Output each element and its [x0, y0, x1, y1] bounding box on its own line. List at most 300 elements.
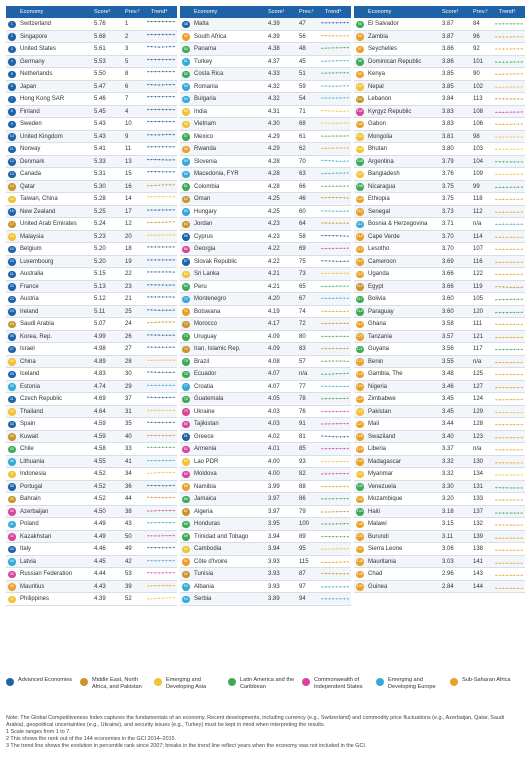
economy-name: Qatar — [20, 183, 36, 190]
prev-rank: 13 — [125, 158, 132, 165]
rank-badge: 129 — [356, 446, 364, 454]
economy-name: Haiti — [368, 508, 381, 515]
economy-name: Netherlands — [20, 71, 53, 77]
score-value: 4.83 — [94, 371, 106, 377]
trend-sparkline — [321, 158, 349, 166]
score-value: 4.09 — [268, 346, 280, 352]
trend-point — [347, 385, 348, 386]
rank-badge: 111 — [356, 221, 364, 229]
rank-badge: 12 — [8, 158, 16, 166]
table-row — [6, 593, 177, 606]
score-value: 3.32 — [442, 458, 454, 465]
trend-point — [173, 321, 174, 322]
trend-sparkline — [147, 370, 175, 378]
trend-point — [173, 58, 174, 59]
score-value: 5.53 — [94, 58, 106, 65]
rank-badge: 67 — [182, 258, 190, 266]
score-value: 3.66 — [442, 271, 454, 277]
economy-name: Bangladesh — [368, 171, 400, 177]
trend-sparkline — [495, 208, 523, 216]
trend-sparkline — [495, 520, 523, 528]
trend-point — [173, 184, 174, 185]
prev-rank: 65 — [299, 283, 306, 290]
economy-name: Macedonia, FYR — [194, 171, 239, 177]
rank-badge: 140 — [356, 583, 364, 591]
prev-rank: 107 — [473, 246, 484, 252]
economy-name: Czech Republic — [20, 396, 63, 402]
trend-point — [347, 360, 348, 361]
score-value: 3.97 — [268, 508, 280, 515]
trend-sparkline — [495, 233, 523, 241]
trend-point — [521, 286, 522, 287]
header-economy: Economy — [194, 9, 218, 15]
score-value: 4.50 — [94, 508, 106, 515]
economy-name: Bahrain — [20, 496, 41, 502]
prev-rank: 124 — [473, 396, 484, 402]
prev-rank: 29 — [125, 383, 132, 390]
table-row — [180, 231, 351, 244]
note-1: 1 Scale ranges from 1 to 7. — [6, 729, 71, 735]
trend-point — [521, 550, 522, 551]
rank-badge: 100 — [356, 83, 364, 91]
table-row — [354, 518, 525, 531]
rank-badge: 124 — [356, 383, 364, 391]
economy-name: Namibia — [194, 483, 217, 490]
prev-rank: 90 — [473, 71, 480, 77]
rank-badge: 23 — [8, 296, 16, 304]
trend-point — [521, 512, 522, 513]
trend-sparkline — [147, 120, 175, 128]
trend-sparkline — [495, 295, 523, 303]
legend-swatch — [228, 678, 236, 686]
economy-name: Sweden — [20, 121, 42, 127]
score-value: 5.50 — [94, 71, 106, 77]
score-value: 3.87 — [442, 21, 454, 27]
economy-name: Dominican Republic — [368, 58, 422, 65]
rank-badge: 14 — [8, 183, 16, 191]
table-row — [6, 431, 177, 444]
trend-sparkline — [147, 158, 175, 166]
economy-name: Zimbabwe — [368, 396, 396, 402]
economy-name: Korea, Rep. — [20, 333, 53, 340]
prev-rank: 108 — [473, 108, 484, 115]
score-value: 4.39 — [268, 33, 280, 40]
rank-badge: 137 — [356, 546, 364, 554]
trend-point — [521, 236, 522, 237]
score-value: 3.44 — [442, 421, 454, 427]
table-row — [180, 506, 351, 519]
table-row — [180, 331, 351, 344]
rank-badge: 32 — [8, 408, 16, 416]
score-value: 3.71 — [442, 221, 454, 227]
trend-sparkline — [321, 145, 349, 153]
prev-rank: 138 — [473, 546, 484, 552]
trend-point — [347, 272, 348, 273]
trend-point — [347, 35, 348, 36]
trend-sparkline — [495, 158, 523, 166]
economy-name: Ethiopia — [368, 196, 390, 202]
trend-sparkline — [495, 458, 523, 466]
trend-sparkline — [495, 408, 523, 416]
rank-badge: 53 — [182, 83, 190, 91]
prev-rank: 121 — [473, 333, 484, 340]
prev-rank: 78 — [299, 396, 306, 402]
prev-rank: 101 — [473, 58, 484, 65]
score-value: 4.32 — [268, 96, 280, 102]
table-row — [6, 456, 177, 469]
score-value: 3.93 — [268, 558, 280, 565]
rank-badge: 120 — [356, 333, 364, 341]
trend-point — [521, 198, 522, 199]
score-value: 3.73 — [442, 208, 454, 215]
trend-sparkline — [147, 508, 175, 516]
rank-badge: 102 — [356, 108, 364, 116]
economy-name: Slovak Republic — [194, 258, 238, 265]
score-value: 3.75 — [442, 183, 454, 190]
trend-sparkline — [495, 270, 523, 278]
rank-badge: 95 — [356, 21, 364, 29]
trend-point — [347, 473, 348, 474]
score-value: 3.70 — [442, 233, 454, 240]
table-row — [354, 493, 525, 506]
table-row — [6, 406, 177, 419]
economy-name: United Arab Emirates — [20, 221, 77, 227]
rank-badge: 30 — [8, 383, 16, 391]
table-row — [6, 18, 177, 31]
score-value: 4.08 — [268, 358, 280, 365]
table-row — [6, 581, 177, 594]
score-value: 5.11 — [94, 308, 106, 315]
economy-name: Lesotho — [368, 246, 390, 252]
prev-rank: 92 — [473, 46, 480, 52]
economy-name: Bosnia & Herzegovina — [368, 221, 428, 227]
trend-point — [521, 487, 522, 488]
trend-point — [521, 324, 522, 325]
legend-label: Emerging and Developing Europe — [388, 677, 436, 690]
economy-name: Saudi Arabia — [20, 321, 55, 327]
trend-sparkline — [321, 545, 349, 553]
score-value: 4.01 — [268, 446, 280, 452]
trend-point — [173, 109, 174, 110]
rank-badge: 26 — [8, 333, 16, 341]
trend-point — [347, 323, 348, 324]
score-value: 5.20 — [94, 258, 106, 265]
score-value: 3.37 — [442, 446, 454, 452]
economy-name: Israel — [20, 346, 35, 352]
trend-point — [173, 21, 174, 22]
table-row — [180, 543, 351, 556]
rank-badge: 109 — [356, 196, 364, 204]
trend-sparkline — [321, 558, 349, 566]
economy-name: Zambia — [368, 33, 389, 40]
rank-badge: 46 — [8, 583, 16, 591]
table-row — [6, 81, 177, 94]
rank-badge: 130 — [356, 458, 364, 466]
table-row — [6, 131, 177, 144]
trend-point — [347, 135, 348, 136]
score-value: 3.45 — [442, 396, 454, 402]
trend-point — [521, 86, 522, 87]
table-row — [6, 118, 177, 131]
score-value: 4.43 — [94, 583, 106, 590]
economy-name: Burundi — [368, 533, 389, 540]
table-row — [354, 68, 525, 81]
trend-point — [173, 547, 174, 548]
prev-rank: 14 — [125, 196, 132, 202]
trend-sparkline — [147, 33, 175, 41]
prev-rank: 30 — [125, 371, 132, 377]
prev-rank: 80 — [299, 333, 306, 340]
economy-name: Taiwan, China — [20, 196, 58, 202]
table-row — [180, 343, 351, 356]
trend-sparkline — [321, 245, 349, 253]
prev-rank: 87 — [299, 571, 306, 577]
trend-point — [173, 221, 174, 222]
score-value: 5.47 — [94, 83, 106, 90]
trend-point — [521, 412, 522, 413]
score-value: 4.29 — [268, 146, 280, 152]
economy-name: Austria — [20, 296, 39, 302]
rank-badge: 6 — [8, 83, 16, 91]
prev-rank: 118 — [473, 196, 483, 202]
trend-sparkline — [321, 20, 349, 28]
trend-sparkline — [147, 458, 175, 466]
score-value: 4.28 — [268, 171, 280, 177]
table-row — [6, 218, 177, 231]
score-value: 3.99 — [268, 483, 280, 490]
score-value: 4.20 — [268, 296, 280, 302]
economy-name: Mongolia — [368, 133, 393, 140]
table-row — [354, 443, 525, 456]
trend-sparkline — [147, 258, 175, 266]
trend-sparkline — [147, 308, 175, 316]
economy-name: Jordan — [194, 221, 213, 227]
prev-rank: 67 — [299, 296, 306, 302]
trend-point — [173, 347, 174, 348]
score-value: 4.33 — [268, 71, 280, 77]
rank-badge: 33 — [8, 421, 16, 429]
trend-sparkline — [147, 583, 175, 591]
score-value: 5.61 — [94, 46, 106, 52]
note-main: Note: The Global Competitiveness Index captures the fundamentals of an economy. Recent developments, including currency (e.g., Switzerland) and commodity price fluctuations (e.g., Azerbaijan, Qatar, Saudi Arabia), geopolitical uncertainties (e.g., Ukraine), and security issues (e.g., Turkey) must be kept in mind when interpreting the results. — [6, 715, 505, 728]
prev-rank: 39 — [125, 583, 132, 590]
rank-badge: 58 — [182, 146, 190, 154]
table-row — [6, 43, 177, 56]
table-row — [354, 243, 525, 256]
header-trend: Trend³ — [499, 9, 516, 15]
trend-sparkline — [321, 433, 349, 441]
prev-rank: 48 — [299, 46, 306, 52]
economy-name: Poland — [20, 521, 39, 527]
economy-name: Iran, Islamic Rep. — [194, 346, 241, 352]
prev-rank: 96 — [473, 33, 480, 40]
trend-sparkline — [321, 333, 349, 341]
score-value: 4.00 — [268, 458, 280, 465]
trend-sparkline — [495, 570, 523, 578]
table-row — [180, 368, 351, 381]
trend-point — [521, 224, 522, 225]
economy-name: Bolivia — [368, 296, 386, 302]
trend-point — [521, 311, 522, 312]
table-row — [354, 56, 525, 69]
trend-point — [347, 185, 348, 186]
table-row — [6, 31, 177, 44]
score-value: 4.21 — [268, 283, 280, 290]
table-row — [354, 556, 525, 569]
score-value: 4.07 — [268, 371, 280, 377]
economy-name: Switzerland — [20, 21, 52, 27]
trend-point — [173, 372, 174, 373]
table-row — [6, 418, 177, 431]
economy-name: Chad — [368, 571, 383, 577]
trend-point — [521, 111, 522, 112]
economy-name: Thailand — [20, 408, 44, 415]
rows-col-2 — [180, 18, 351, 606]
rank-badge: 93 — [182, 583, 190, 591]
rank-badge: 22 — [8, 283, 16, 291]
trend-point — [521, 173, 522, 174]
trend-point — [521, 136, 522, 137]
table-row — [354, 431, 525, 444]
score-value: 4.09 — [268, 333, 280, 340]
economy-name: Mauritania — [368, 558, 397, 565]
score-value: 4.05 — [268, 396, 280, 402]
economy-name: Malawi — [368, 521, 387, 527]
trend-point — [347, 398, 348, 399]
trend-point — [521, 374, 522, 375]
score-value: 4.31 — [268, 108, 280, 115]
prev-rank: 7 — [125, 96, 129, 102]
score-value: 4.17 — [268, 321, 280, 327]
trend-sparkline — [495, 495, 523, 503]
trend-point — [173, 159, 174, 160]
prev-rank: 77 — [299, 383, 306, 390]
trend-point — [347, 72, 348, 73]
legend-label: Commonwealth of Independent States — [314, 677, 363, 690]
trend-sparkline — [321, 33, 349, 41]
economy-name: Bhutan — [368, 146, 388, 152]
rank-badge: 96 — [356, 33, 364, 41]
trend-point — [521, 437, 522, 438]
table-row — [180, 81, 351, 94]
trend-point — [521, 462, 522, 463]
trend-point — [347, 586, 348, 587]
score-value: 5.43 — [94, 133, 106, 140]
rank-badge: 106 — [356, 158, 364, 166]
economy-name: Morocco — [194, 321, 218, 327]
score-value: 5.25 — [94, 208, 106, 215]
trend-point — [347, 147, 348, 148]
prev-rank: 46 — [299, 196, 306, 202]
prev-rank: 68 — [299, 121, 306, 127]
prev-rank: 85 — [299, 446, 306, 452]
trend-sparkline — [147, 195, 175, 203]
trend-point — [521, 36, 522, 37]
rank-badge: 50 — [182, 46, 190, 54]
trend-point — [173, 46, 174, 47]
table-row — [180, 381, 351, 394]
prev-rank: 97 — [299, 583, 306, 590]
economy-name: Iceland — [20, 371, 40, 377]
trend-sparkline — [495, 558, 523, 566]
rank-badge: 54 — [182, 96, 190, 104]
prev-rank: 12 — [125, 221, 132, 227]
score-value: 3.79 — [442, 158, 454, 165]
prev-rank: 62 — [299, 146, 306, 152]
rank-badge: 113 — [356, 246, 364, 254]
trend-point — [173, 584, 174, 585]
trend-point — [347, 285, 348, 286]
trend-point — [347, 510, 348, 511]
trend-point — [347, 410, 348, 411]
rank-badge: 88 — [182, 521, 190, 529]
rank-badge: 139 — [356, 571, 364, 579]
economy-name: Algeria — [194, 508, 213, 515]
table-row — [6, 243, 177, 256]
trend-point — [173, 83, 174, 84]
score-value: 3.46 — [442, 383, 454, 390]
trend-point — [173, 334, 174, 335]
prev-rank: 125 — [473, 371, 484, 377]
rank-badge: 83 — [182, 458, 190, 466]
trend-point — [521, 186, 522, 187]
economy-name: Liberia — [368, 446, 387, 452]
trend-sparkline — [495, 583, 523, 591]
table-row — [180, 306, 351, 319]
rank-badge: 35 — [8, 446, 16, 454]
prev-rank: 91 — [299, 421, 306, 427]
table-row — [6, 268, 177, 281]
rank-badge: 55 — [182, 108, 190, 116]
score-value: 5.13 — [94, 283, 106, 290]
trend-sparkline — [495, 183, 523, 191]
economy-name: Germany — [20, 58, 45, 65]
rank-badge: 13 — [8, 171, 16, 179]
header-prev: Prev.² — [299, 9, 314, 15]
table-row — [6, 293, 177, 306]
prev-rank: 79 — [299, 508, 306, 515]
score-value: 4.55 — [94, 458, 106, 465]
score-value: 4.23 — [268, 221, 280, 227]
trend-sparkline — [495, 508, 523, 516]
prev-rank: 74 — [299, 308, 306, 315]
prev-rank: 43 — [125, 521, 132, 527]
prev-rank: 75 — [299, 258, 306, 265]
economy-name: Senegal — [368, 208, 391, 215]
trend-sparkline — [321, 58, 349, 66]
trend-sparkline — [321, 520, 349, 528]
table-row — [6, 193, 177, 206]
score-value: 2.96 — [442, 571, 454, 577]
trend-sparkline — [147, 320, 175, 328]
trend-sparkline — [321, 220, 349, 228]
trend-sparkline — [147, 545, 175, 553]
trend-sparkline — [321, 345, 349, 353]
trend-sparkline — [321, 420, 349, 428]
score-value: 4.22 — [268, 246, 280, 252]
score-value: 4.45 — [94, 558, 106, 565]
prev-rank: 127 — [473, 383, 484, 390]
economy-name: Mexico — [194, 133, 214, 140]
prev-rank: 117 — [473, 346, 483, 352]
rank-badge: 135 — [356, 521, 364, 529]
economy-name: Spain — [20, 421, 36, 427]
trend-point — [521, 98, 522, 99]
score-value: 4.29 — [268, 133, 280, 140]
table-row — [354, 206, 525, 219]
trend-sparkline — [147, 20, 175, 28]
economy-name: Jamaica — [194, 496, 217, 502]
